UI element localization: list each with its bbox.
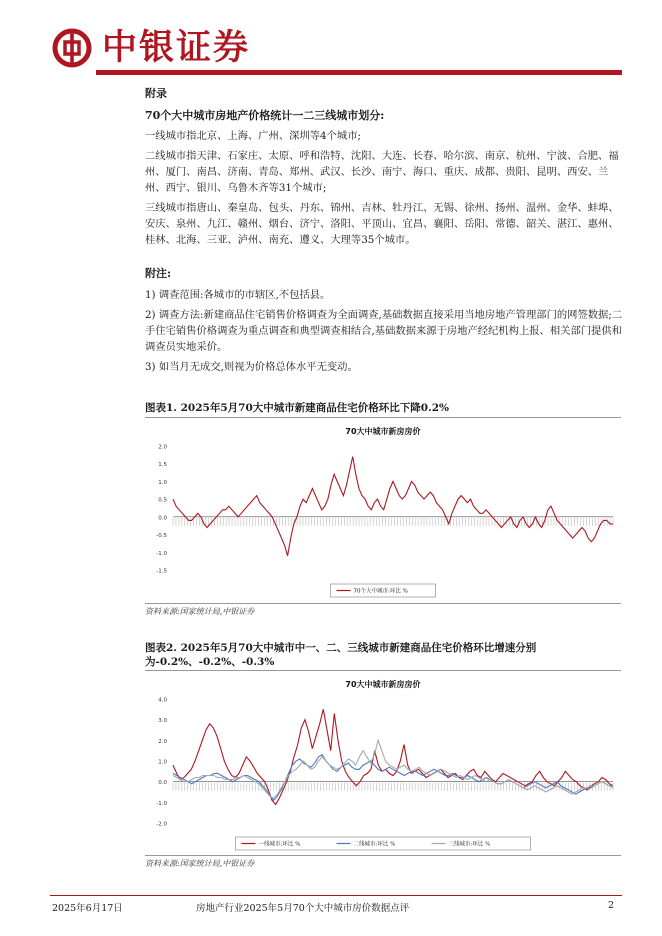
tier1-text: 一线城市指北京、上海、广州、深圳等4个城市; [145, 130, 361, 142]
chart-title: 70大中城市新房房价 [345, 680, 421, 689]
legend-label: 一线城市:环比 % [258, 841, 301, 848]
y-tick-label: -2.0 [156, 821, 167, 828]
appendix-title: 附录 [145, 87, 167, 100]
note-3: 3) 如当月无成交,则视为价格总体水平无变动。 [145, 361, 358, 373]
figure2-bottom-rule [145, 855, 621, 856]
y-tick-label: 2.0 [158, 738, 167, 745]
y-tick-label: 1.5 [158, 462, 167, 469]
footer-rule [50, 895, 622, 896]
figure1-rule [145, 417, 621, 418]
y-tick-label: 3.0 [158, 718, 167, 725]
bank-of-china-logo [52, 28, 92, 68]
y-tick-label: -1.0 [156, 550, 167, 557]
figure1-bottom-rule [145, 603, 621, 604]
figure1-source: 资料来源:国家统计局,中银证券 [145, 607, 255, 616]
figure1-title: 图表1. 2025年5月70大中城市新建商品住宅价格环比下降0.2% [145, 402, 450, 414]
y-tick-label: 0.0 [158, 515, 167, 522]
y-tick-label: 1.0 [158, 479, 167, 486]
legend-label: 二线城市:环比 % [353, 841, 396, 848]
footer-doc-title: 房地产行业2025年5月70个大中城市房价数据点评 [196, 903, 410, 914]
header-rule [96, 70, 622, 75]
series-line-1 [173, 457, 613, 556]
y-tick-label: 4.0 [158, 697, 167, 704]
legend-label: 三线城市:环比 % [448, 841, 491, 848]
note-1: 1) 调查范围:各城市的市辖区,不包括县。 [145, 289, 331, 301]
appendix-subtitle: 70个大中城市房地产价格统计一二三线城市划分: [145, 109, 385, 122]
appendix-section [145, 86, 625, 375]
y-tick-label: 0.0 [158, 780, 167, 787]
figure2-rule [145, 670, 621, 671]
figure2-source: 资料来源:国家统计局,中银证券 [145, 859, 255, 868]
y-tick-label: 0.5 [158, 497, 167, 504]
y-tick-label: -0.5 [156, 533, 167, 540]
tier2-text: 二线城市指天津、石家庄、太原、呼和浩特、沈阳、大连、长春、哈尔滨、南京、杭州、宁波、合肥、福州、厦门、南昌、济南、青岛、郑州、武汉、长沙、南宁、海口、重庆、成都、贵阳、昆明、西安、兰州、西宁、银川、乌鲁木齐等31个城市; [145, 150, 619, 194]
note-2: 2) 调查方法:新建商品住宅销售价格调查为全面调查,基础数据直接采用当地房地产管理部门的网签数据;二手住宅销售价格调查为重点调查和典型调查相结合,基础数据来源于房地产经纪机构上报、相关部门提供和调查员实地采价。 [145, 309, 623, 353]
y-tick-label: -1.0 [156, 800, 167, 807]
y-tick-label: 1.0 [158, 759, 167, 766]
chart-title: 70大中城市新房房价 [345, 427, 421, 436]
y-tick-label: 2.0 [158, 444, 167, 451]
brand-name: 中银证券 [102, 28, 251, 68]
footer-date: 2025年6月17日 [52, 903, 123, 914]
series-line-1 [173, 709, 613, 804]
figure1-chart [145, 420, 621, 602]
y-tick-label: -1.5 [156, 568, 167, 575]
figure2-title: 图表2. 2025年5月70大中城市中一、二、三线城市新建商品住宅价格环比增速分别为-0.2%、-0.2%、-0.3% [145, 642, 537, 668]
notes-title: 附注: [145, 267, 172, 280]
tier3-text: 三线城市指唐山、秦皇岛、包头、丹东、锦州、吉林、牡丹江、无锡、徐州、扬州、温州、金华、蚌埠、安庆、泉州、九江、赣州、烟台、济宁、洛阳、平顶山、宜昌、襄阳、岳阳、常德、韶关、湛江、惠州、桂林、北海、三亚、泸州、南充、遵义、大理等35个城市。 [145, 202, 619, 246]
figure2-chart [145, 673, 621, 855]
legend-label: 70个大中城市:环比 % [353, 588, 408, 595]
footer-page-number: 2 [608, 900, 615, 911]
